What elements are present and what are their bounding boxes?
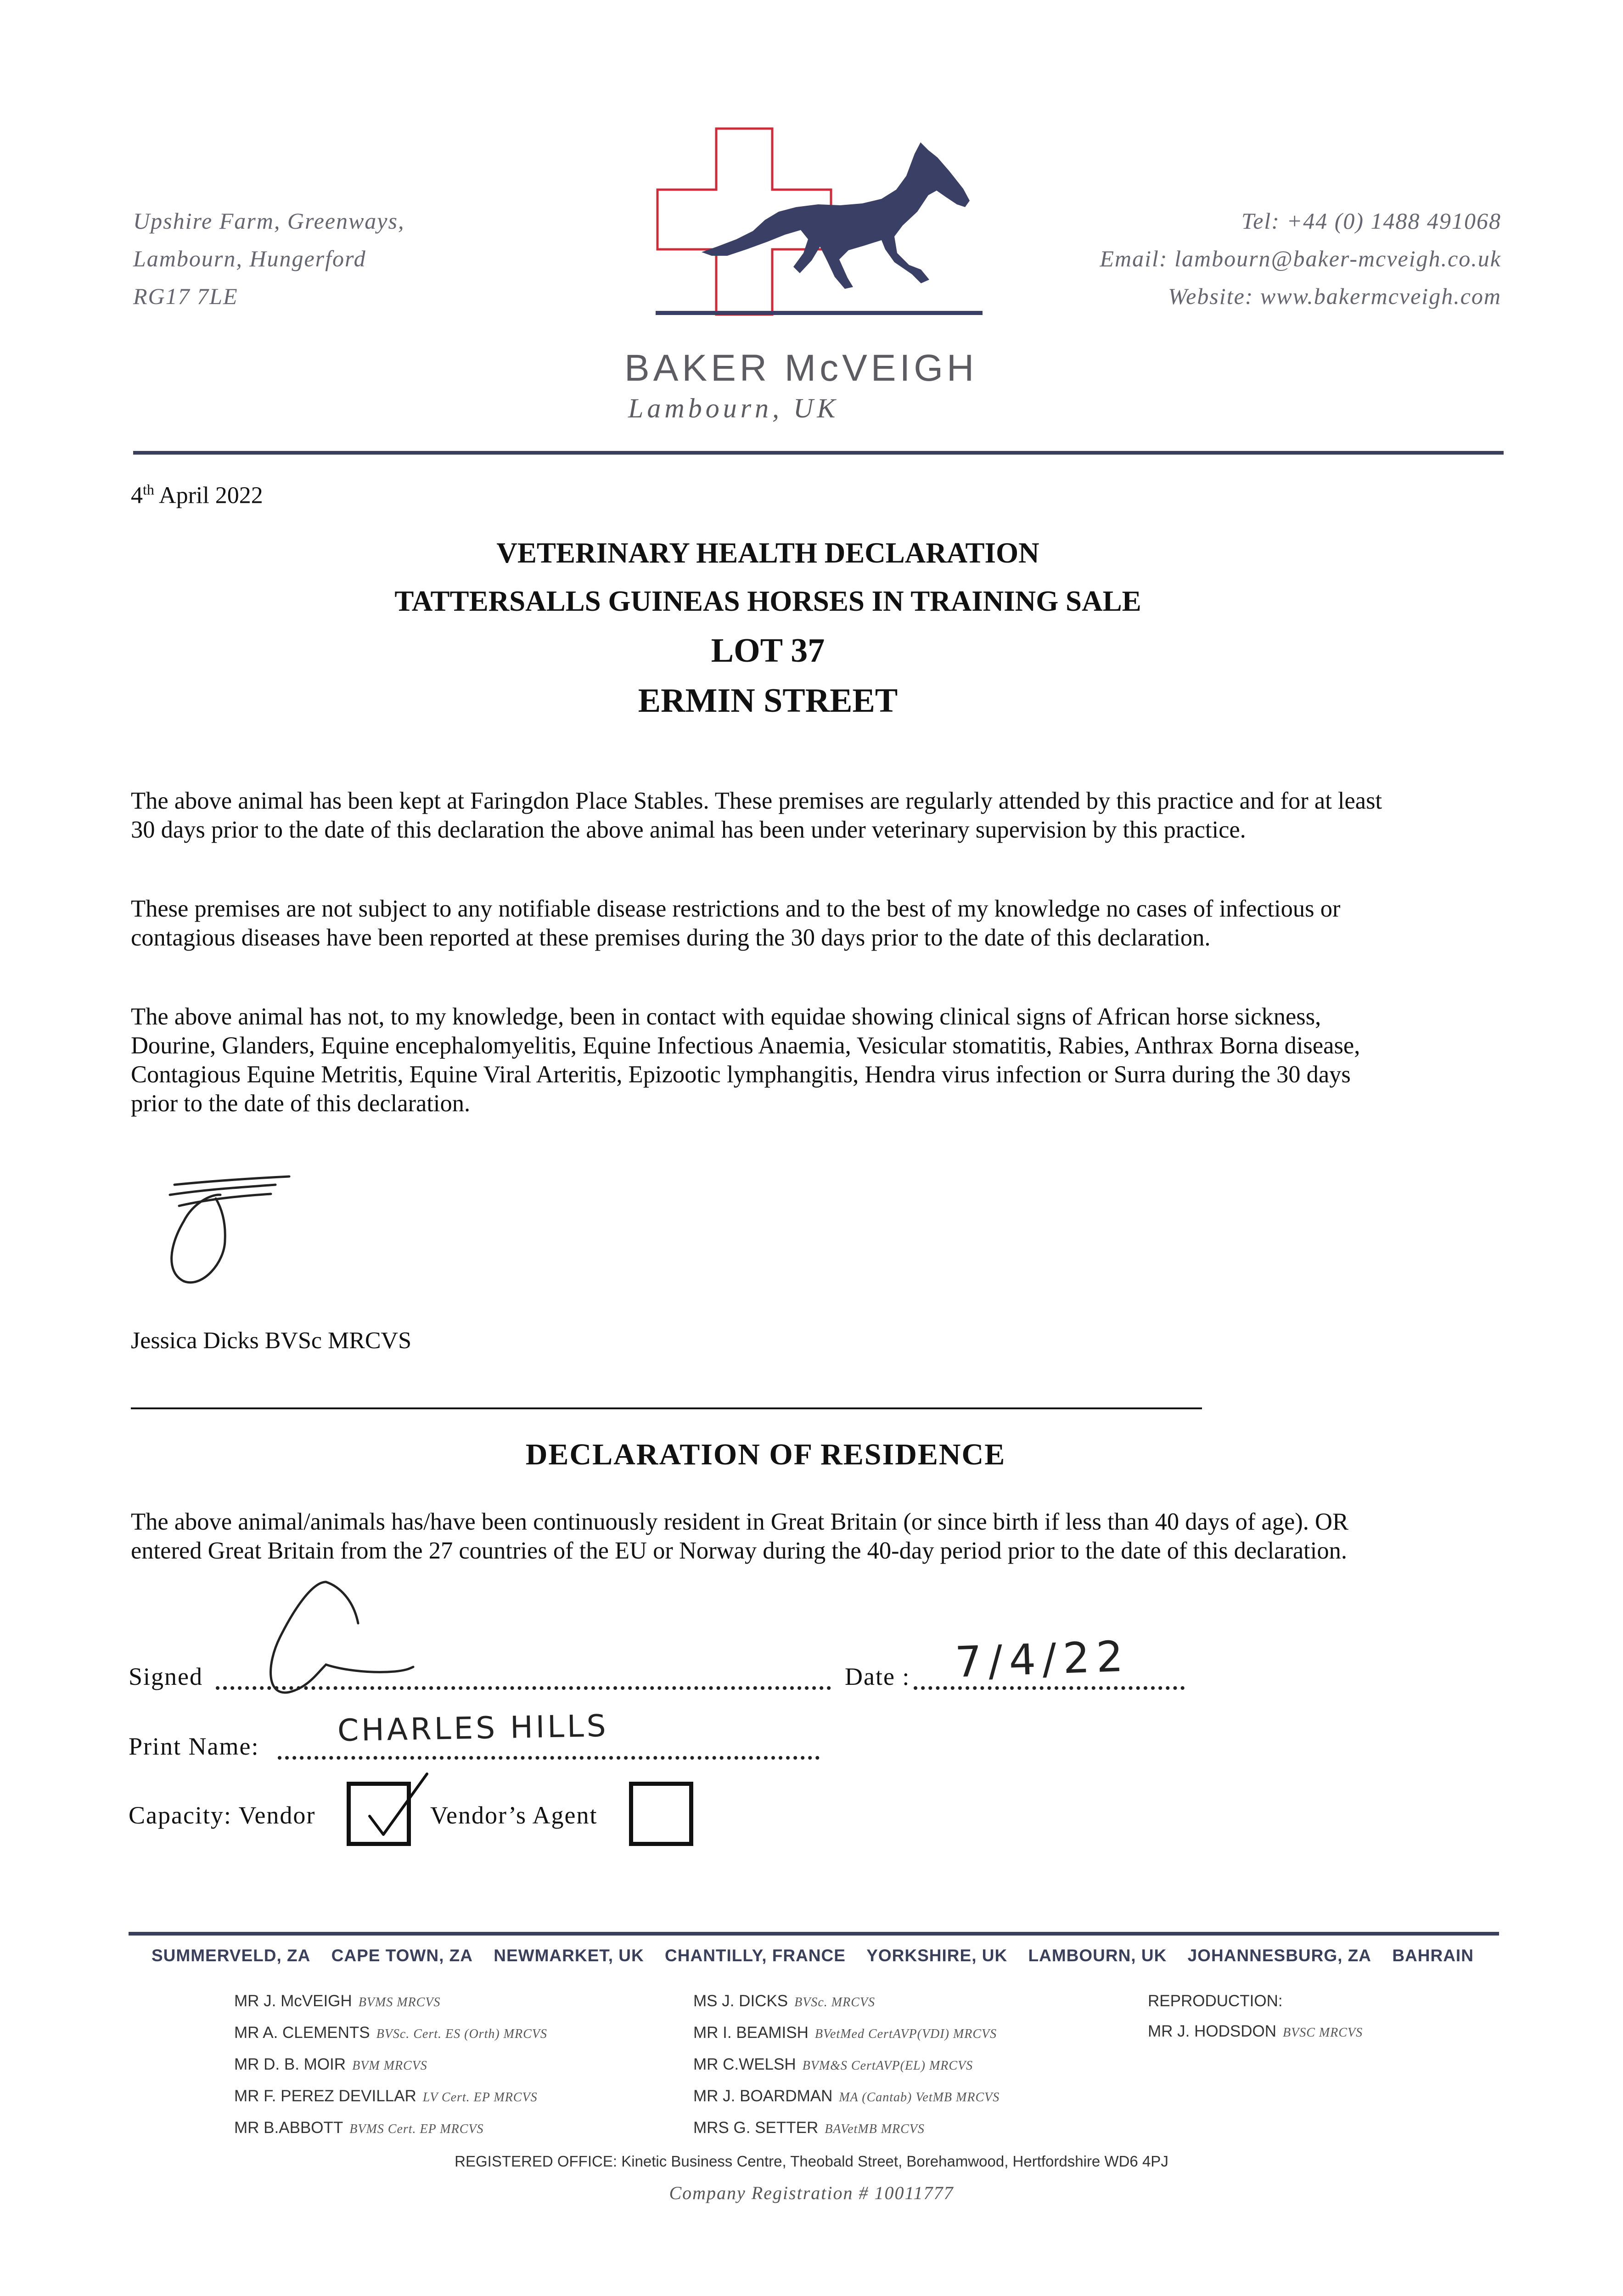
staff-column-2 <box>693 1986 1000 2144</box>
vet-name: Jessica Dicks BVSc MRCVS <box>131 1328 412 1354</box>
address-line: RG17 7LE <box>133 283 238 309</box>
print-name-label: Print Name: <box>129 1733 259 1760</box>
location-item: LAMBOURN, UK <box>1028 1946 1167 1965</box>
staff-quals: BVSC MRCVS <box>1283 2026 1363 2040</box>
staff-quals: BVSc. Cert. ES (Orth) MRCVS <box>376 2027 547 2041</box>
lot-number: LOT 37 <box>711 632 825 670</box>
staff-column-1 <box>234 1986 547 2144</box>
staff-quals: MA (Cantab) VetMB MRCVS <box>839 2090 1000 2105</box>
staff-name: MR B.ABBOTT <box>234 2119 343 2137</box>
staff-entry <box>234 2049 547 2081</box>
company-registration: Company Registration # 10011777 <box>669 2183 954 2203</box>
brand-name: BAKER McVEIGH <box>624 347 978 389</box>
contact-email: Email: lambourn@baker-mcveigh.co.uk <box>1100 246 1501 271</box>
staff-name: MRS G. SETTER <box>693 2119 819 2137</box>
location-item: CHANTILLY, FRANCE <box>665 1946 846 1965</box>
staff-name: MR I. BEAMISH <box>693 2024 809 2042</box>
sale-title: TATTERSALLS GUINEAS HORSES IN TRAINING SALE <box>394 585 1141 617</box>
staff-entry <box>693 1986 1000 2018</box>
practice-locations <box>152 1946 1474 1965</box>
staff-entry <box>1148 1986 1363 2016</box>
staff-name: MR J. HODSDON <box>1148 2022 1276 2040</box>
staff-entry <box>234 2113 547 2144</box>
date-label: Date : <box>845 1663 910 1690</box>
staff-quals: BVM MRCVS <box>352 2059 427 2073</box>
location-item: CAPE TOWN, ZA <box>331 1946 473 1965</box>
practice-contact <box>1100 202 1502 315</box>
baker-mcveigh-logo <box>643 122 992 324</box>
brand-location: Lambourn, UK <box>628 393 839 423</box>
staff-column-3 <box>1148 1986 1363 2048</box>
location-item: JOHANNESBURG, ZA <box>1187 1946 1372 1965</box>
staff-quals: BVMS MRCVS <box>358 1995 441 2009</box>
staff-quals: BVetMed CertAVP(VDI) MRCVS <box>814 2027 997 2041</box>
staff-entry <box>693 2113 1000 2144</box>
staff-name: MR J. McVEIGH <box>234 1992 352 2010</box>
paragraph-supervision: The above animal has been kept at Faringdon Place Stables. These premises are regularly attended by this practice and for at least 30 days prior to the date of this declaration the above animal has been under veterinary supervision by this practice. <box>131 788 1382 843</box>
staff-name: MR J. BOARDMAN <box>693 2087 833 2105</box>
footer-divider <box>129 1932 1499 1936</box>
date-day: 4 <box>131 482 143 509</box>
horse-name: ERMIN STREET <box>638 682 898 720</box>
horse-icon <box>702 142 970 289</box>
staff-quals: LV Cert. EP MRCVS <box>422 2090 538 2105</box>
date-suffix: th <box>143 481 154 498</box>
registered-office: REGISTERED OFFICE: Kinetic Business Centre, Theobald Street, Borehamwood, Hertfordshire WD6 4PJ <box>455 2153 1168 2170</box>
handwritten-date: 7/4/22 <box>954 1632 1130 1687</box>
staff-name: MR C.WELSH <box>693 2055 796 2073</box>
checkmark-icon <box>351 1770 434 1848</box>
declaration-title: VETERINARY HEALTH DECLARATION <box>496 537 1039 569</box>
contact-website: Website: www.bakermcveigh.com <box>1168 283 1501 309</box>
section-divider <box>131 1407 1202 1409</box>
staff-entry <box>234 2018 547 2049</box>
staff-name: MR A. CLEMENTS <box>234 2024 370 2042</box>
staff-quals: BVM&S CertAVP(EL) MRCVS <box>802 2059 973 2073</box>
staff-entry <box>693 2081 1000 2113</box>
staff-entry <box>234 2081 547 2113</box>
document-date <box>131 481 263 509</box>
staff-name: MR F. PEREZ DEVILLAR <box>234 2087 416 2105</box>
location-item: YORKSHIRE, UK <box>866 1946 1008 1965</box>
practice-address <box>133 202 404 315</box>
contact-phone: Tel: +44 (0) 1488 491068 <box>1241 208 1501 234</box>
address-line: Lambourn, Hungerford <box>133 246 366 271</box>
paragraph-residence: The above animal/animals has/have been continuously resident in Great Britain (or since birth if less than 40 days of age). OR entered Great Britain from the 27 countries of the EU or Norway during the 40-day period prior to the date of this declaration. <box>131 1508 1348 1564</box>
staff-entry <box>234 1986 547 2018</box>
vendors-agent-checkbox[interactable] <box>629 1782 693 1846</box>
header-divider <box>133 451 1504 455</box>
paragraph-contact-equidae: The above animal has not, to my knowledge, been in contact with equidae showing clinical signs of African horse sickness, Dourine, Glanders, Equine encephalomyelitis, Equine Infectious Anaemia, Vesicular stomatitis, Rabies, Anthrax Borna disease, Contagious Equine Metritis, Equine Viral Arteritis, Epizootic lymphangitis, Hendra virus infection or Surra during the 30 days prior to the date of this declaration. <box>131 1003 1360 1117</box>
staff-entry <box>693 2018 1000 2049</box>
staff-entry <box>693 2049 1000 2081</box>
staff-name: REPRODUCTION: <box>1148 1992 1283 2010</box>
staff-name: MS J. DICKS <box>693 1992 788 2010</box>
address-line: Upshire Farm, Greenways, <box>133 208 405 234</box>
handwritten-print-name: CHARLES HILLS <box>337 1708 609 1749</box>
location-item: SUMMERVELD, ZA <box>152 1946 311 1965</box>
residence-title: DECLARATION OF RESIDENCE <box>525 1438 1006 1471</box>
signed-label: Signed <box>129 1663 203 1690</box>
staff-entry <box>1148 2016 1363 2048</box>
staff-quals: BVSc. MRCVS <box>794 1995 875 2009</box>
location-item: BAHRAIN <box>1392 1946 1474 1965</box>
vendor-signature <box>257 1573 422 1711</box>
staff-name: MR D. B. MOIR <box>234 2055 346 2073</box>
date-month-year: April 2022 <box>154 482 263 509</box>
vet-signature <box>142 1166 298 1290</box>
paragraph-disease-restrictions: These premises are not subject to any notifiable disease restrictions and to the best of my knowledge no cases of infectious or contagious diseases have been reported at these premises during the 30 days prior to the date of this declaration. <box>131 895 1341 951</box>
staff-quals: BAVetMB MRCVS <box>825 2122 925 2136</box>
logo-baseline <box>656 311 983 315</box>
vendors-agent-label: Vendor’s Agent <box>430 1801 598 1829</box>
capacity-vendor-label: Capacity: Vendor <box>129 1801 316 1829</box>
staff-quals: BVMS Cert. EP MRCVS <box>349 2122 484 2136</box>
location-item: NEWMARKET, UK <box>494 1946 644 1965</box>
